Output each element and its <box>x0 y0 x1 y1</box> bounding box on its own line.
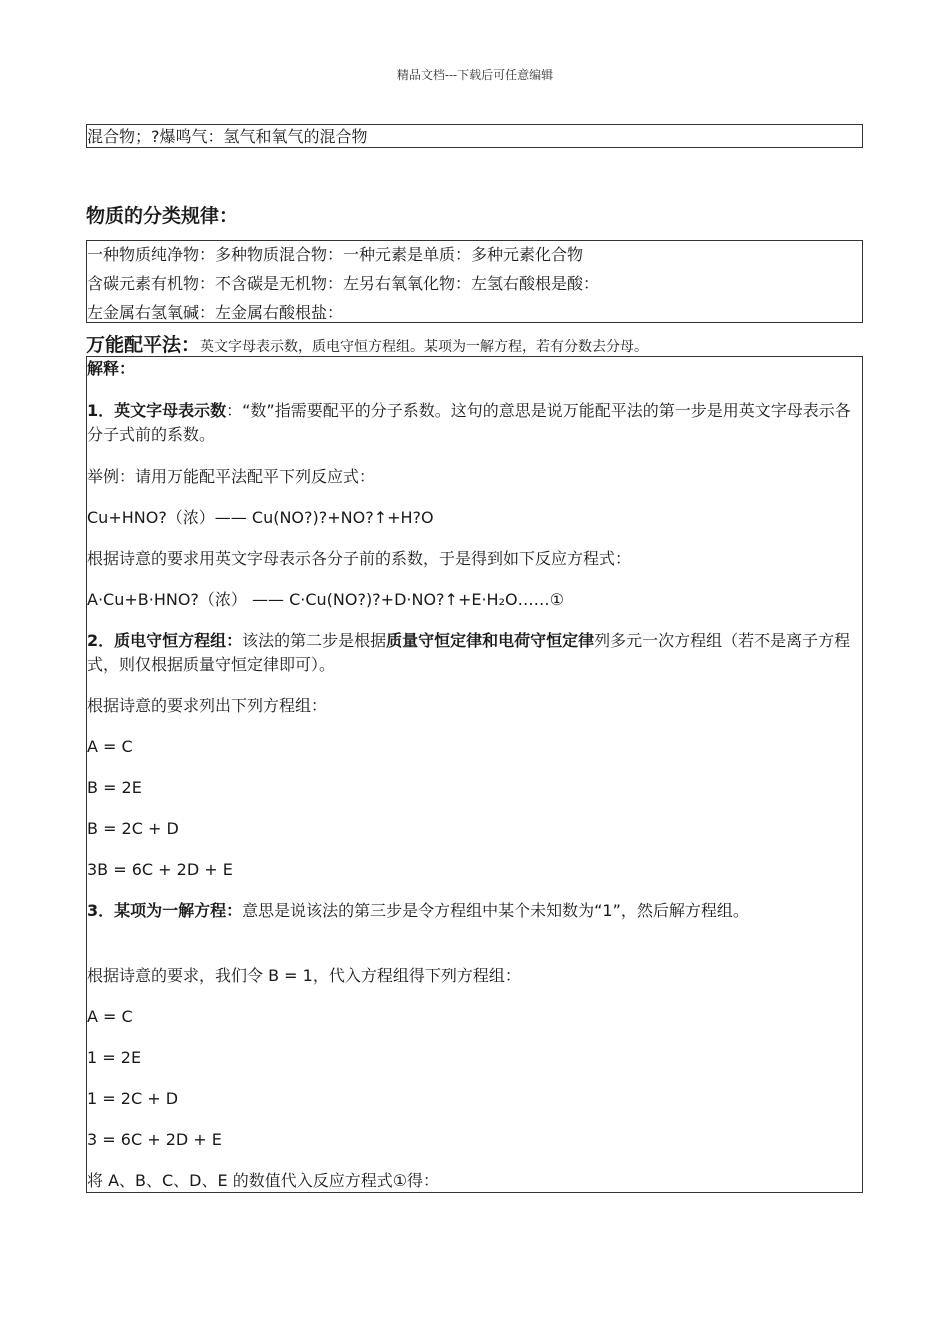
mixture-note-box <box>86 124 863 148</box>
page-header: 精品文档---下载后可任意编辑 <box>396 68 554 82</box>
example-intro: 举例：请用万能配平法配平下列反应式： <box>87 467 376 486</box>
explain-label: 解释： <box>87 359 136 378</box>
equation-line: 1 = 2E <box>87 1048 142 1067</box>
intro-coefficients: 根据诗意的要求用英文字母表示各分子前的系数，于是得到如下反应方程式： <box>87 549 632 568</box>
rule-line: 含碳元素有机物：不含碳是无机物：左另右氧氧化物：左氢右酸根是酸： <box>87 274 600 293</box>
equation-line: A = C <box>87 1007 133 1026</box>
intro-substitution: 根据诗意的要求，我们令 B = 1，代入方程组得下列方程组： <box>87 966 521 985</box>
classification-rules-box <box>86 240 863 323</box>
equation-line: 3B = 6C + 2D + E <box>87 860 233 879</box>
step3-paragraph: 3．某项为一解方程：意思是说该法的第三步是令方程组中某个未知数为“1”，然后解方程组。 <box>87 901 749 920</box>
equation-line: 3 = 6C + 2D + E <box>87 1130 222 1149</box>
equation-line: 1 = 2C + D <box>87 1089 179 1108</box>
mixture-note-text: 混合物；?爆鸣气：氢气和氧气的混合物 <box>87 127 368 146</box>
equation-line: B = 2C + D <box>87 819 179 838</box>
equation-line: A = C <box>87 737 133 756</box>
rule-line: 左金属右氢氧碱：左金属右酸根盐： <box>87 303 344 322</box>
explanation-box <box>86 356 863 1193</box>
step1-paragraph: 1．英文字母表示数：“数”指需要配平的分子系数。这句的意思是说万能配平法的第一步是用英文字母表示各分子式前的系数。 <box>87 401 851 444</box>
reaction-unbalanced: Cu+HNO?（浓）—— Cu(NO?)?+NO?↑+H?O <box>87 508 434 527</box>
intro-equations: 根据诗意的要求列出下列方程组： <box>87 696 328 715</box>
balancing-method-heading <box>86 330 648 357</box>
rule-line: 一种物质纯净物：多种物质混合物：一种元素是单质：多种元素化合物 <box>87 245 584 264</box>
equation-line: B = 2E <box>87 778 142 797</box>
balancing-method-title: 万能配平法： <box>86 334 201 356</box>
reaction-with-coefficients: A·Cu+B·HNO?（浓） —— C·Cu(NO?)?+D·NO?↑+E·H₂O……① <box>87 590 564 609</box>
balancing-method-subtitle: 英文字母表示数，质电守恒方程组。某项为一解方程，若有分数去分母。 <box>200 339 649 355</box>
final-line: 将 A、B、C、D、E 的数值代入反应方程式①得： <box>87 1171 440 1190</box>
step2-paragraph: 2．质电守恒方程组：该法的第二步是根据质量守恒定律和电荷守恒定律列多元一次方程组（若不是离子方程式，则仅根据质量守恒定律即可）。 <box>87 631 851 674</box>
classification-title: 物质的分类规律： <box>86 205 239 227</box>
